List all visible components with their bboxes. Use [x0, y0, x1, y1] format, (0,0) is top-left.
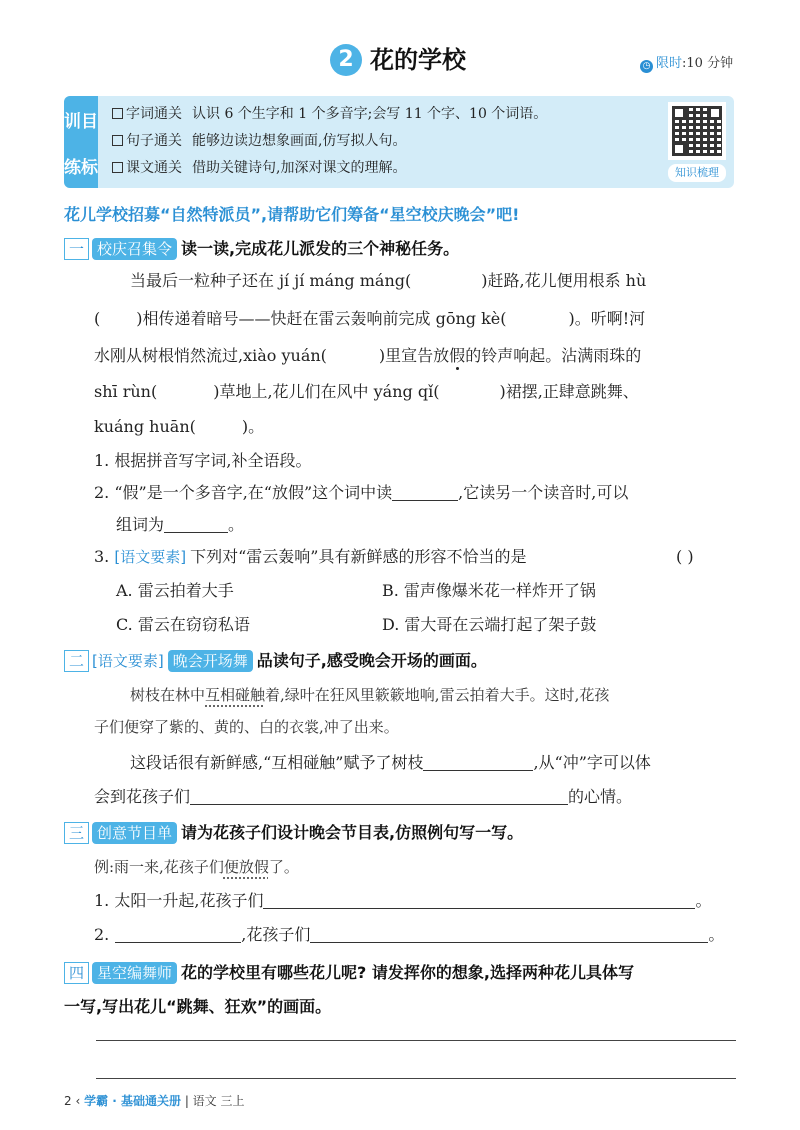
goals-side-char: 标: [81, 157, 98, 178]
goal-checkbox[interactable]: [112, 135, 123, 146]
answer-blank[interactable]: [190, 787, 568, 805]
section-tag: 星空编舞师: [92, 962, 177, 984]
analysis-text: 的心情。: [568, 787, 633, 806]
question-text: 。: [695, 891, 712, 910]
answer-blank[interactable]: [164, 515, 228, 533]
analysis-text: 会到花孩子们: [94, 787, 191, 806]
polyphone-char: 假: [449, 346, 466, 365]
goal-text: 认识 6 个生字和 1 个多音字;会写 11 个字、10 个词语。: [192, 106, 548, 122]
passage-text: )。听啊!河: [568, 309, 646, 328]
question-text: ,花孩子们: [241, 925, 311, 944]
element-tag-text: 语文要素: [120, 548, 181, 566]
goal-checkbox[interactable]: [112, 162, 123, 173]
element-tag: [语文要素]: [92, 652, 164, 670]
page-number: 2: [64, 1094, 72, 1108]
option-a[interactable]: A. 雷云拍着大手: [116, 581, 234, 600]
writing-line[interactable]: [96, 1040, 736, 1041]
section-title: 品读句子,感受晚会开场的画面。: [256, 651, 487, 670]
passage-line: [94, 345, 641, 367]
section-number: 三: [64, 822, 89, 844]
goal-item: [112, 104, 547, 124]
passage-line: [94, 416, 264, 438]
passage-text: 的铃声响起。沾满雨珠的: [465, 346, 642, 365]
passage-text: )。: [241, 417, 265, 436]
goal-checkbox[interactable]: [112, 108, 123, 119]
passage-line: [130, 270, 646, 292]
answer-blank[interactable]: [310, 925, 708, 943]
dotted-phrase: 互相碰触: [205, 686, 266, 704]
passage-text: )草地上,花儿们在风中 yáng qǐ(: [213, 382, 440, 401]
passage-text: )相传递着暗号——快赶在雷云轰响前完成 gōng kè(: [136, 309, 507, 328]
goals-side-char: 练: [64, 157, 81, 178]
passage-text: shī rùn(: [94, 382, 158, 401]
goal-text: 借助关键诗句,加深对课文的理解。: [192, 160, 407, 176]
section-3-header: [64, 820, 523, 844]
question-2: [94, 482, 628, 504]
answer-blank[interactable]: [392, 483, 458, 501]
section-number: 一: [64, 238, 89, 260]
lesson-number-badge: 2: [330, 44, 362, 76]
question-text: 下列对“雷云轰响”具有新鲜感的形容不恰当的是: [190, 547, 527, 566]
question-text: 2. “假”是一个多音字,在“放假”这个词中读: [94, 483, 393, 502]
lesson-title: 花的学校: [370, 46, 466, 74]
question-1: 1. 根据拼音写字词,补全语段。: [94, 451, 312, 470]
passage-text: kuáng huān(: [94, 417, 196, 436]
answer-blank[interactable]: [115, 925, 241, 943]
passage-text: 当最后一粒种子还在 jí jí máng máng(: [130, 271, 412, 290]
imitation-2: [94, 924, 724, 946]
section-title: 请为花孩子们设计晚会节目表,仿照例句写一写。: [181, 823, 524, 842]
answer-paren[interactable]: ( ): [676, 547, 694, 566]
time-limit: [640, 52, 733, 73]
question-text: 组词为: [116, 515, 165, 534]
imitation-1: [94, 890, 711, 912]
section-1-header: [64, 236, 459, 260]
clock-icon: ◷: [640, 60, 653, 73]
dotted-phrase: 便放假: [223, 858, 269, 876]
passage-text: (: [94, 309, 101, 328]
answer-blank[interactable]: [423, 753, 533, 771]
goal-item: [112, 158, 406, 178]
goals-side-char: 训: [64, 111, 81, 132]
question-2-cont: [116, 514, 244, 536]
time-limit-label: 限时: [656, 56, 683, 71]
goal-name: 句子通关: [126, 133, 182, 149]
intro-banner: 花儿学校招募“自然特派员”,请帮助它们筹备“星空校庆晚会”吧!: [64, 205, 520, 224]
section-tag: 晚会开场舞: [168, 650, 253, 672]
quote-text: 着,绿叶在狂风里簌簌地响,雷云拍着大手。这时,花孩: [265, 686, 610, 704]
goals-side-char: 目: [81, 111, 98, 132]
example-line: [94, 856, 299, 878]
section-number: 四: [64, 962, 89, 984]
question-number: 3.: [94, 547, 110, 566]
section-tag: 创意节目单: [92, 822, 177, 844]
page-footer: 2 ‹ 学霸 · 基础通关册 | 语文 三上: [64, 1094, 245, 1108]
question-text: 1. 太阳一升起,花孩子们: [94, 891, 264, 910]
answer-blank[interactable]: [263, 891, 695, 909]
goals-side-label: [64, 96, 98, 188]
goal-name: 课文通关: [126, 160, 182, 176]
analysis-text: ,从“冲”字可以体: [533, 753, 651, 772]
example-text: 了。: [268, 858, 299, 876]
element-tag-text: 语文要素: [97, 652, 158, 670]
section-4-title-cont: 一写,写出花儿“跳舞、狂欢”的画面。: [64, 997, 332, 1016]
section-title: 读一读,完成花儿派发的三个神秘任务。: [181, 239, 460, 258]
passage-line: [94, 308, 645, 330]
analysis-line: [94, 786, 632, 808]
training-goals-box: [64, 96, 734, 188]
element-tag: [语文要素]: [114, 548, 187, 566]
passage-text: )里宣告放: [378, 346, 450, 365]
question-3: [94, 546, 526, 568]
goal-text: 能够边读边想象画面,仿写拟人句。: [192, 133, 407, 149]
qr-label: 知识梳理: [668, 164, 726, 182]
quote-line: 子们便穿了紫的、黄的、白的衣裳,冲了出来。: [94, 718, 399, 736]
question-text: ,它读另一个读音时,可以: [458, 483, 629, 502]
quote-text: 树枝在林中: [130, 686, 206, 704]
quote-line: [130, 684, 609, 706]
passage-line: [94, 381, 639, 403]
book-subject: 语文 三上: [192, 1094, 245, 1108]
section-title: 花的学校里有哪些花儿呢? 请发挥你的想象,选择两种花儿具体写: [181, 963, 634, 982]
section-4-header: [64, 960, 634, 984]
page-header: [0, 44, 800, 84]
section-number: 二: [64, 650, 89, 672]
qr-code-icon[interactable]: [668, 102, 726, 160]
question-number: 2.: [94, 925, 110, 944]
goal-item: [112, 131, 406, 151]
option-d[interactable]: D. 雷大哥在云端打起了架子鼓: [382, 615, 597, 634]
goal-name: 字词通关: [126, 106, 182, 122]
analysis-line: [130, 752, 651, 774]
example-text: 例:雨一来,花孩子们: [94, 858, 224, 876]
analysis-text: 这段话很有新鲜感,“互相碰触”赋予了树枝: [130, 753, 424, 772]
question-text: 。: [708, 925, 725, 944]
option-c[interactable]: C. 雷云在窃窃私语: [116, 615, 250, 634]
passage-text: )赶路,花儿便用根系 hù: [481, 271, 647, 290]
time-limit-value: :10 分钟: [682, 56, 734, 71]
writing-line[interactable]: [96, 1078, 736, 1079]
question-text: 。: [228, 515, 245, 534]
passage-text: 水刚从树根悄然流过,xiào yuán(: [94, 346, 327, 365]
passage-text: )裙摆,正肆意跳舞、: [499, 382, 639, 401]
section-tag: 校庆召集令: [92, 238, 177, 260]
book-brand: 学霸 · 基础通关册: [84, 1094, 181, 1108]
section-2-header: [64, 648, 487, 672]
option-b[interactable]: B. 雷声像爆米花一样炸开了锅: [382, 581, 596, 600]
